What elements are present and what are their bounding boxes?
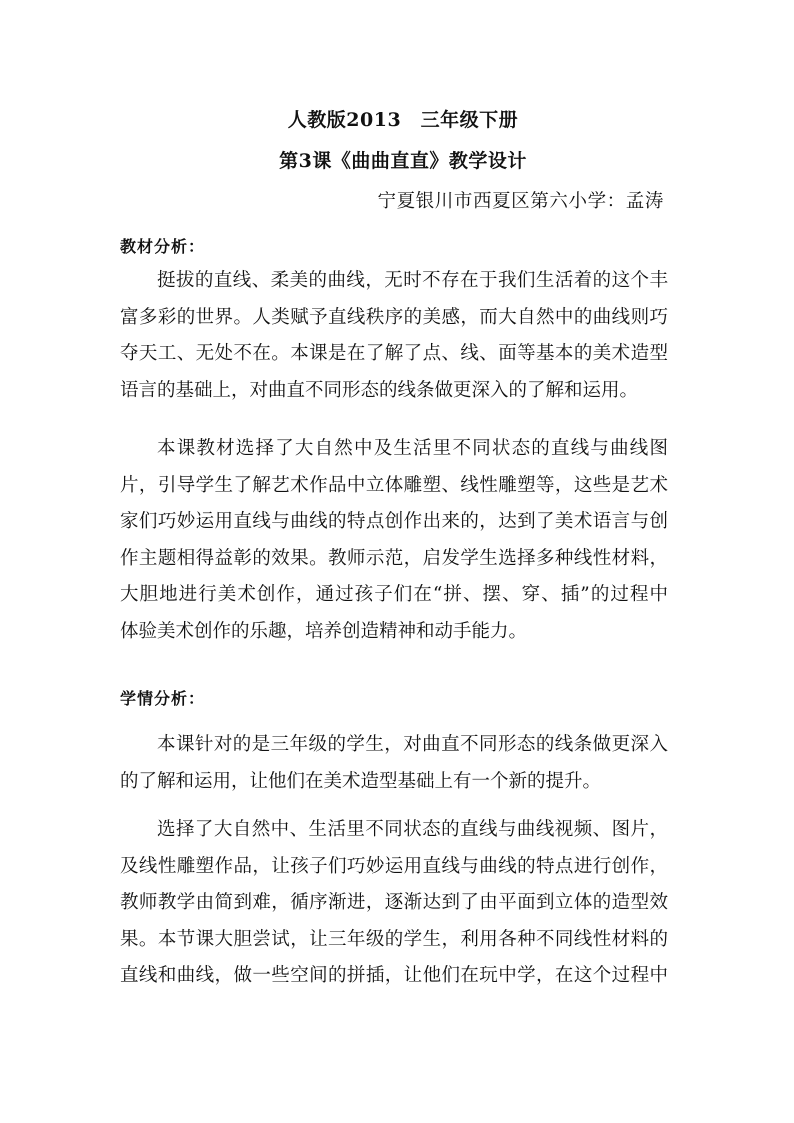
text-line: 语言的基础上，对曲直不同形态的线条做更深入的了解和运用。 bbox=[120, 379, 639, 401]
text-line: 及线性雕塑作品，让孩子们巧妙运用直线与曲线的特点进行创作， bbox=[120, 855, 668, 877]
text-line: 选择了大自然中、生活里不同状态的直线与曲线视频、图片， bbox=[157, 819, 668, 840]
paragraph bbox=[120, 263, 668, 409]
paragraph bbox=[120, 431, 668, 650]
text-line: 富多彩的世界。人类赋予直线秩序的美感，而大自然中的曲线则巧 bbox=[120, 306, 668, 328]
text-line: 体验美术创作的乐趣，培养创造精神和动手能力。 bbox=[120, 620, 528, 642]
text-line: 作主题相得益彰的效果。教师示范，启发学生选择多种线性材料， bbox=[120, 547, 668, 569]
text-line: 夺天工、无处不在。本课是在了解了点、线、面等基本的美术造型 bbox=[120, 343, 668, 364]
text-line: 本课教材选择了大自然中及生活里不同状态的直线与曲线图 bbox=[157, 438, 668, 459]
text-line: 本课针对的是三年级的学生，对曲直不同形态的线条做更深入 bbox=[157, 734, 668, 755]
section-heading-textbook-analysis: 教材分析： bbox=[120, 237, 206, 256]
text-line: 家们巧妙运用直线与曲线的特点创作出来的，达到了美术语言与创 bbox=[120, 511, 668, 532]
text-line: 的了解和运用，让他们在美术造型基础上有一个新的提升。 bbox=[120, 770, 602, 792]
text-line: 教师教学由简到难，循序渐进，逐渐达到了由平面到立体的造型效 bbox=[120, 892, 668, 913]
text-line: 果。本节课大胆尝试，让三年级的学生，利用各种不同线性材料的 bbox=[120, 928, 668, 950]
document-title: 人教版2013 三年级下册 bbox=[287, 109, 519, 131]
text-line: 挺拔的直线、柔美的曲线，无时不存在于我们生活着的这个丰 bbox=[157, 270, 668, 291]
text-line: 片，引导学生了解艺术作品中立体雕塑、线性雕塑等，这些是艺术 bbox=[120, 474, 668, 496]
text-line: 直线和曲线，做一些空间的拼插，让他们在玩中学，在这个过程中 bbox=[120, 965, 668, 986]
text-line: 大胆地进行美术创作，通过孩子们在“拼、摆、穿、插”的过程中 bbox=[120, 584, 668, 605]
paragraph bbox=[120, 812, 668, 995]
section-heading-learner-analysis: 学情分析： bbox=[120, 689, 206, 708]
lesson-title: 第3课《曲曲直直》教学设计 bbox=[279, 150, 527, 172]
author-line: 宁夏银川市西夏区第六小学：孟涛 bbox=[377, 191, 664, 212]
paragraph bbox=[120, 727, 668, 800]
